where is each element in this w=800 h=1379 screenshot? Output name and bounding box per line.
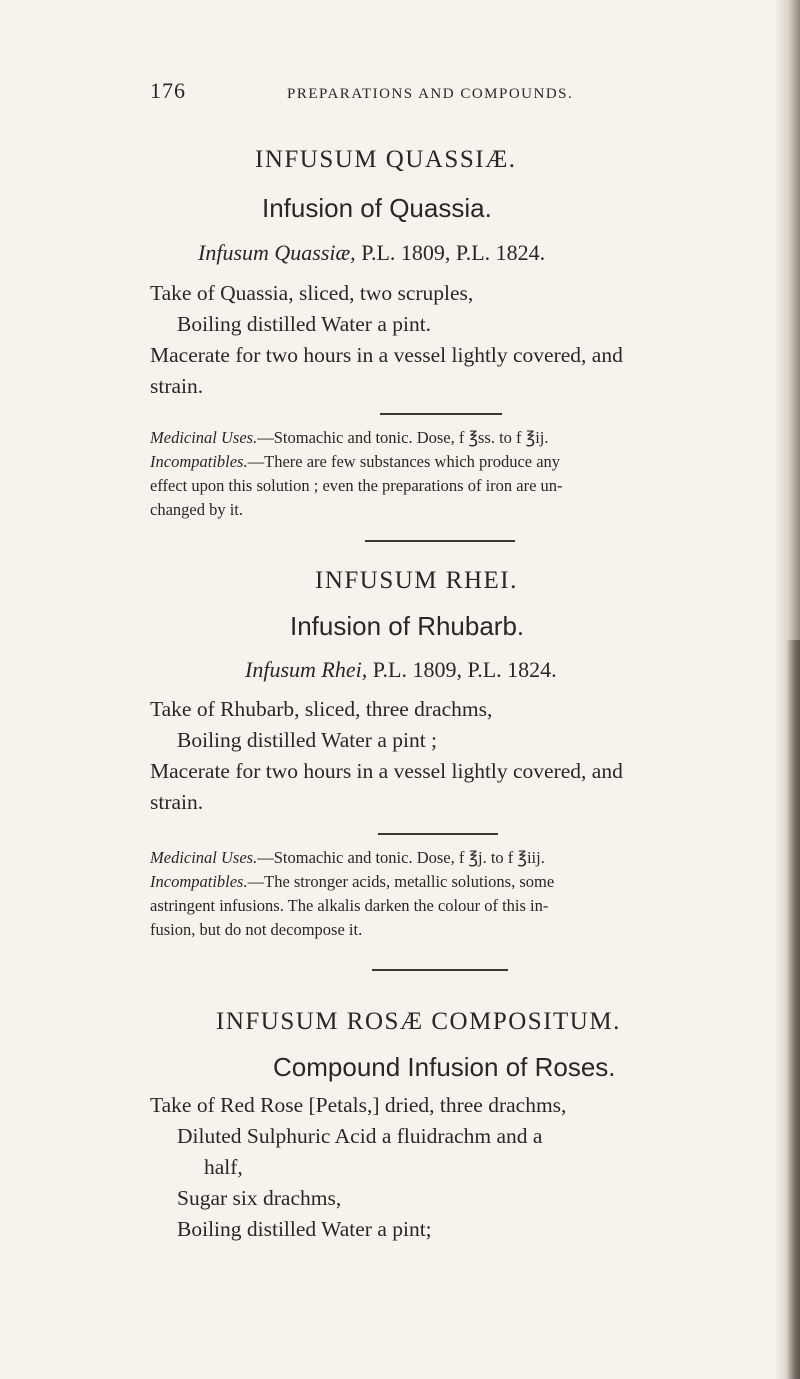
uses-text: —Stomachic and tonic. Dose, f ℥j. to f ℥iij. xyxy=(257,848,545,867)
page-edge-dark xyxy=(786,640,800,1379)
reference-name: Infusum Quassiæ, xyxy=(198,240,356,265)
section-title: INFUSUM QUASSIÆ. xyxy=(255,146,517,173)
pharmacopoeia-reference xyxy=(245,657,557,683)
recipe-line: Macerate for two hours in a vessel lightly covered, and xyxy=(150,759,623,783)
recipe-line: strain. xyxy=(150,374,204,398)
reference-name: Infusum Rhei, xyxy=(245,657,368,682)
section-title: INFUSUM ROSÆ COMPOSITUM. xyxy=(216,1008,621,1035)
uses-label: Medicinal Uses. xyxy=(150,848,258,867)
uses-text: —Stomachic and tonic. Dose, f ℥ss. to f ℥ij. xyxy=(257,428,549,447)
recipe-line: Take of Red Rose [Petals,] dried, three drachms, xyxy=(150,1093,567,1117)
incompatibles-line: astringent infusions. The alkalis darken the colour of this in- xyxy=(150,896,549,915)
recipe-line: Sugar six drachms, xyxy=(177,1186,342,1210)
page-number: 176 xyxy=(150,78,186,103)
incompatibles-label: Incompatibles. xyxy=(150,872,248,891)
recipe-line: Macerate for two hours in a vessel lightly covered, and xyxy=(150,343,623,367)
pharmacopoeia-reference xyxy=(198,240,545,266)
separator-rule xyxy=(372,969,508,971)
recipe-line: Boiling distilled Water a pint. xyxy=(177,312,432,336)
recipe-line: strain. xyxy=(150,790,204,814)
incompatibles-text: —There are few substances which produce any xyxy=(247,452,561,471)
separator-rule xyxy=(378,833,498,835)
incompatibles-line: effect upon this solution ; even the preparations of iron are un- xyxy=(150,476,563,495)
reference-years: P.L. 1809, P.L. 1824. xyxy=(367,657,557,682)
section-subtitle: Infusion of Rhubarb. xyxy=(290,611,525,641)
incompatibles-line: changed by it. xyxy=(150,500,244,519)
reference-years: P.L. 1809, P.L. 1824. xyxy=(355,240,546,265)
medicinal-uses xyxy=(150,848,545,868)
incompatibles-text: —The stronger acids, metallic solutions, some xyxy=(247,872,555,891)
uses-label: Medicinal Uses. xyxy=(150,428,258,447)
separator-rule xyxy=(365,540,515,542)
recipe-line: half, xyxy=(204,1155,243,1179)
section-title: INFUSUM RHEI. xyxy=(315,567,518,594)
section-subtitle: Infusion of Quassia. xyxy=(262,193,492,223)
incompatibles xyxy=(150,452,560,472)
incompatibles-label: Incompatibles. xyxy=(150,452,248,471)
medicinal-uses xyxy=(150,428,549,448)
running-head: PREPARATIONS AND COMPOUNDS. xyxy=(287,86,574,102)
recipe-line: Take of Rhubarb, sliced, three drachms, xyxy=(150,697,493,721)
section-subtitle: Compound Infusion of Roses. xyxy=(273,1052,616,1082)
incompatibles xyxy=(150,872,554,892)
recipe-line: Take of Quassia, sliced, two scruples, xyxy=(150,281,474,305)
separator-rule xyxy=(380,413,502,415)
recipe-line: Boiling distilled Water a pint; xyxy=(177,1217,432,1241)
incompatibles-line: fusion, but do not decompose it. xyxy=(150,920,363,939)
recipe-line: Diluted Sulphuric Acid a fluidrachm and a xyxy=(177,1124,543,1148)
recipe-line: Boiling distilled Water a pint ; xyxy=(177,728,438,752)
